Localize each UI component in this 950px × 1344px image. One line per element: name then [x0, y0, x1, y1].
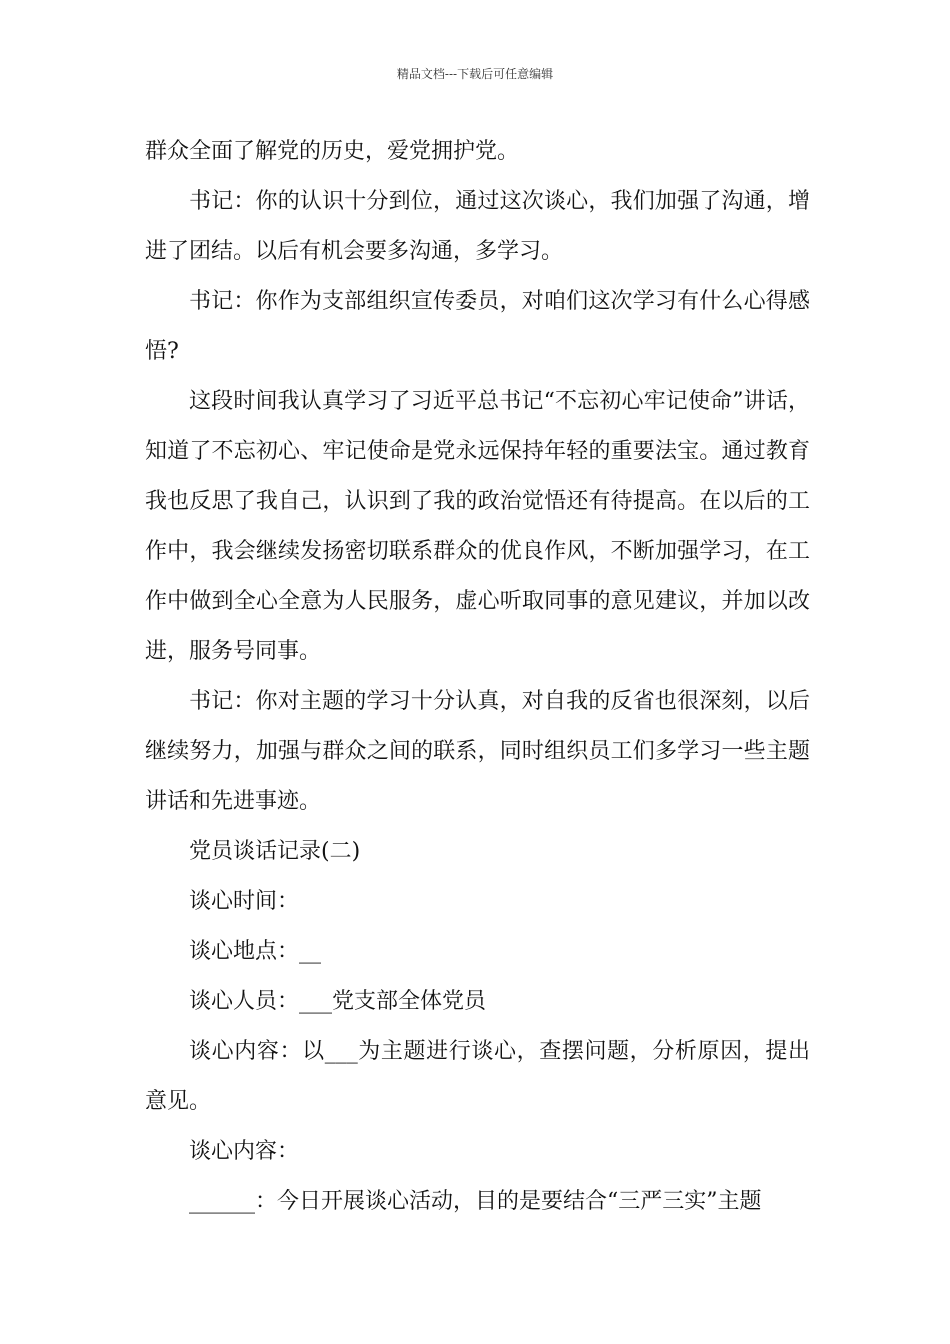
document-body	[145, 127, 810, 1227]
page-header: 精品文档---下载后可任意编辑	[396, 67, 554, 81]
paragraph-1: 群众全面了解党的历史，爱党拥护党。	[145, 139, 520, 164]
talk-location-line: 谈心地点：__	[189, 939, 322, 964]
paragraph-5: 书记：你对主题的学习十分认真，对自我的反省也很深刻，以后继续努力，加强与群众之间的联系，同时组织员工们多学习一些主题讲话和先进事迹。	[145, 689, 810, 814]
paragraph-last: ______：今日开展谈心活动，目的是要结合“三严三实”主题	[189, 1189, 762, 1214]
talk-content-label: 谈心内容：	[189, 1139, 300, 1164]
paragraph-2: 书记：你的认识十分到位，通过这次谈心，我们加强了沟通，增进了团结。以后有机会要多沟通，多学习。	[145, 189, 810, 264]
paragraph-4: 这段时间我认真学习了习近平总书记“不忘初心牢记使命”讲话，知道了不忘初心、牢记使命是党永远保持年轻的重要法宝。通过教育我也反思了我自己，认识到了我的政治觉悟还有待提高。在以后的工作中，我会继续发扬密切联系群众的优良作风，不断加强学习，在工作中做到全心全意为人民服务，虚心听取同事的意见建议，并加以改进，服务号同事。	[145, 389, 810, 664]
talk-content-line: 谈心内容：以___为主题进行谈心，查摆问题，分析原因，提出意见。	[145, 1039, 810, 1114]
paragraph-3: 书记：你作为支部组织宣传委员，对咱们这次学习有什么心得感悟?	[145, 289, 810, 364]
section-heading: 党员谈话记录(二)	[189, 839, 361, 864]
talk-time-line: 谈心时间：	[189, 889, 300, 914]
talk-participants-line: 谈心人员：___党支部全体党员	[189, 989, 487, 1014]
